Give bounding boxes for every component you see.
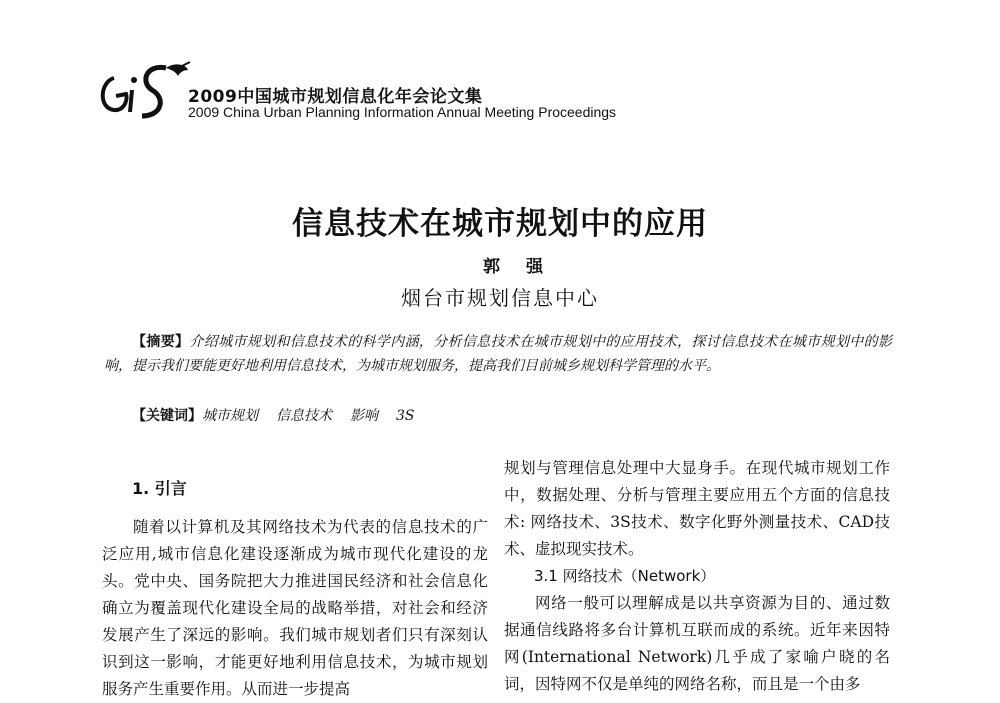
section-heading: 1. 引言 [132, 479, 187, 498]
gis-logo [96, 60, 192, 126]
keyword: 3S [396, 408, 415, 424]
body-paragraph: 随着以计算机及其网络技术为代表的信息技术的广泛应用,城市信息化建设逐渐成为城市现代化建设的龙头。党中央、国务院把大力推进国民经济和社会信息化确立为覆盖现代化建设全局的战略举措，对社会和经济发展产生了深远的影响。我们城市规划者们只有深刻认识到这一影响，才能更好地利用信息技术，为城市规划服务产生重要作用。从而进一步提高 [102, 518, 488, 698]
subsection-heading: 3.1 网络技术（Network） [534, 567, 716, 585]
proceedings-title-en: 2009 China Urban Planning Information Annual Meeting Proceedings [188, 104, 617, 120]
keywords [104, 404, 892, 428]
paper-title: 信息技术在城市规划中的应用 [292, 206, 708, 242]
left-column [102, 455, 488, 703]
abstract [104, 330, 892, 378]
keyword: 城市规划 [202, 408, 258, 424]
abstract-text: 介绍城市规划和信息技术的科学内涵，分析信息技术在城市规划中的应用技术，探讨信息技术在城市规划中的影响，提示我们要能更好地利用信息技术，为城市规划服务，提高我们目前城乡规划科学管理的水平。 [104, 334, 893, 374]
keyword: 影响 [350, 408, 378, 424]
abstract-label: 【摘要】 [132, 334, 190, 350]
paper-author: 郭强 [483, 257, 569, 277]
author-affiliation: 烟台市规划信息中心 [401, 286, 599, 310]
body-paragraph: 规划与管理信息处理中大显身手。在现代城市规划工作中，数据处理、分析与管理主要应用五个方面的信息技术: 网络技术、3S技术、数字化野外测量技术、CAD技术、虚拟现实技术。 [504, 459, 890, 558]
keywords-label: 【关键词】 [132, 408, 202, 424]
proceedings-title-cn: 2009中国城市规划信息化年会论文集 [188, 87, 483, 107]
body-paragraph: 网络一般可以理解成是以共享资源为目的、通过数据通信线路将多台计算机互联而成的系统。近年来因特网(International Network)几乎成了家喻户晓的名词，因特网不仅是单纯的网络名称，而且是一个由多 [504, 594, 890, 693]
keyword: 信息技术 [276, 408, 332, 424]
right-column [504, 455, 890, 698]
